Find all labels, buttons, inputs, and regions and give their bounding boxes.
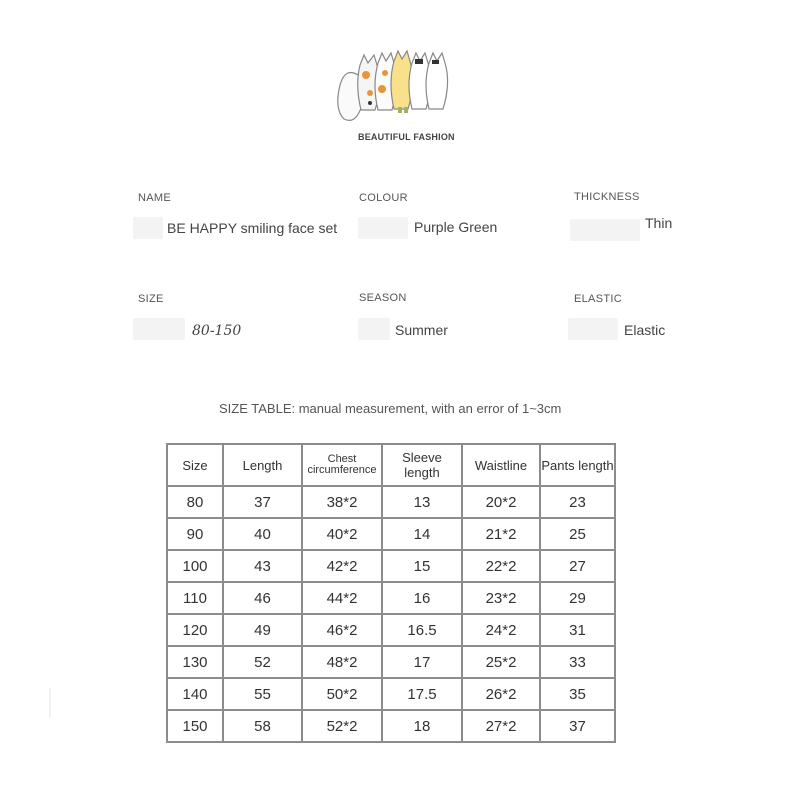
edge-mark bbox=[49, 688, 51, 718]
name-label: NAME bbox=[138, 192, 171, 204]
table-cell: 25*2 bbox=[462, 646, 540, 678]
table-cell: 80 bbox=[167, 486, 223, 518]
header-pants: Pants length bbox=[540, 444, 615, 486]
elastic-value: Elastic bbox=[624, 322, 666, 338]
season-placeholder-box bbox=[358, 318, 390, 340]
elastic-label: ELASTIC bbox=[574, 293, 622, 305]
table-cell: 18 bbox=[382, 710, 462, 742]
table-row bbox=[167, 486, 615, 518]
table-cell: 50*2 bbox=[302, 678, 382, 710]
table-row bbox=[167, 678, 615, 710]
table-cell: 49 bbox=[223, 614, 302, 646]
table-row bbox=[167, 710, 615, 742]
table-cell: 22*2 bbox=[462, 550, 540, 582]
table-cell: 58 bbox=[223, 710, 302, 742]
header-sleeve: Sleeve length bbox=[382, 444, 462, 486]
name-value: BE HAPPY smiling face set bbox=[167, 220, 338, 236]
size-value: 80-150 bbox=[192, 323, 242, 339]
table-cell: 33 bbox=[540, 646, 615, 678]
table-cell: 37 bbox=[540, 710, 615, 742]
table-cell: 52*2 bbox=[302, 710, 382, 742]
size-placeholder-box bbox=[133, 318, 185, 340]
table-row bbox=[167, 550, 615, 582]
table-cell: 52 bbox=[223, 646, 302, 678]
table-cell: 46 bbox=[223, 582, 302, 614]
table-cell: 140 bbox=[167, 678, 223, 710]
table-cell: 15 bbox=[382, 550, 462, 582]
table-cell: 90 bbox=[167, 518, 223, 550]
table-cell: 14 bbox=[382, 518, 462, 550]
name-placeholder-box bbox=[133, 217, 163, 239]
colour-placeholder-box bbox=[358, 217, 408, 239]
table-cell: 20*2 bbox=[462, 486, 540, 518]
table-cell: 43 bbox=[223, 550, 302, 582]
size-table-caption: SIZE TABLE: manual measurement, with an error of 1~3cm bbox=[219, 401, 562, 416]
table-cell: 31 bbox=[540, 614, 615, 646]
table-cell: 120 bbox=[167, 614, 223, 646]
thickness-placeholder-box bbox=[570, 219, 640, 241]
table-cell: 16 bbox=[382, 582, 462, 614]
table-cell: 42*2 bbox=[302, 550, 382, 582]
table-cell: 27 bbox=[540, 550, 615, 582]
table-cell: 40 bbox=[223, 518, 302, 550]
header-chest: Chest circumference bbox=[302, 444, 382, 486]
colour-label: COLOUR bbox=[359, 192, 408, 204]
table-cell: 48*2 bbox=[302, 646, 382, 678]
size-table bbox=[166, 443, 616, 743]
table-cell: 16.5 bbox=[382, 614, 462, 646]
table-cell: 150 bbox=[167, 710, 223, 742]
table-cell: 35 bbox=[540, 678, 615, 710]
table-cell: 44*2 bbox=[302, 582, 382, 614]
table-cell: 100 bbox=[167, 550, 223, 582]
table-row bbox=[167, 614, 615, 646]
elastic-placeholder-box bbox=[568, 318, 618, 340]
season-value: Summer bbox=[395, 322, 448, 338]
colour-value: Purple Green bbox=[414, 219, 498, 235]
table-cell: 37 bbox=[223, 486, 302, 518]
size-label: SIZE bbox=[138, 293, 164, 305]
table-cell: 110 bbox=[167, 582, 223, 614]
table-cell: 25 bbox=[540, 518, 615, 550]
table-cell: 13 bbox=[382, 486, 462, 518]
table-row bbox=[167, 518, 615, 550]
table-cell: 55 bbox=[223, 678, 302, 710]
table-cell: 23*2 bbox=[462, 582, 540, 614]
table-cell: 23 bbox=[540, 486, 615, 518]
table-cell: 29 bbox=[540, 582, 615, 614]
table-cell: 21*2 bbox=[462, 518, 540, 550]
table-cell: 17 bbox=[382, 646, 462, 678]
table-cell: 40*2 bbox=[302, 518, 382, 550]
table-cell: 46*2 bbox=[302, 614, 382, 646]
table-cell: 17.5 bbox=[382, 678, 462, 710]
thickness-label: THICKNESS bbox=[574, 191, 640, 203]
table-cell: 38*2 bbox=[302, 486, 382, 518]
brand-tagline: BEAUTIFUL FASHION bbox=[358, 132, 455, 142]
header-size: Size bbox=[167, 444, 223, 486]
table-cell: 27*2 bbox=[462, 710, 540, 742]
size-table-body bbox=[167, 486, 615, 742]
size-table-header-row bbox=[167, 444, 615, 486]
table-cell: 26*2 bbox=[462, 678, 540, 710]
table-cell: 24*2 bbox=[462, 614, 540, 646]
header-length: Length bbox=[223, 444, 302, 486]
table-cell: 130 bbox=[167, 646, 223, 678]
season-label: SEASON bbox=[359, 292, 407, 304]
table-row bbox=[167, 582, 615, 614]
table-row bbox=[167, 646, 615, 678]
header-waistline: Waistline bbox=[462, 444, 540, 486]
thickness-value: Thin bbox=[645, 215, 673, 231]
